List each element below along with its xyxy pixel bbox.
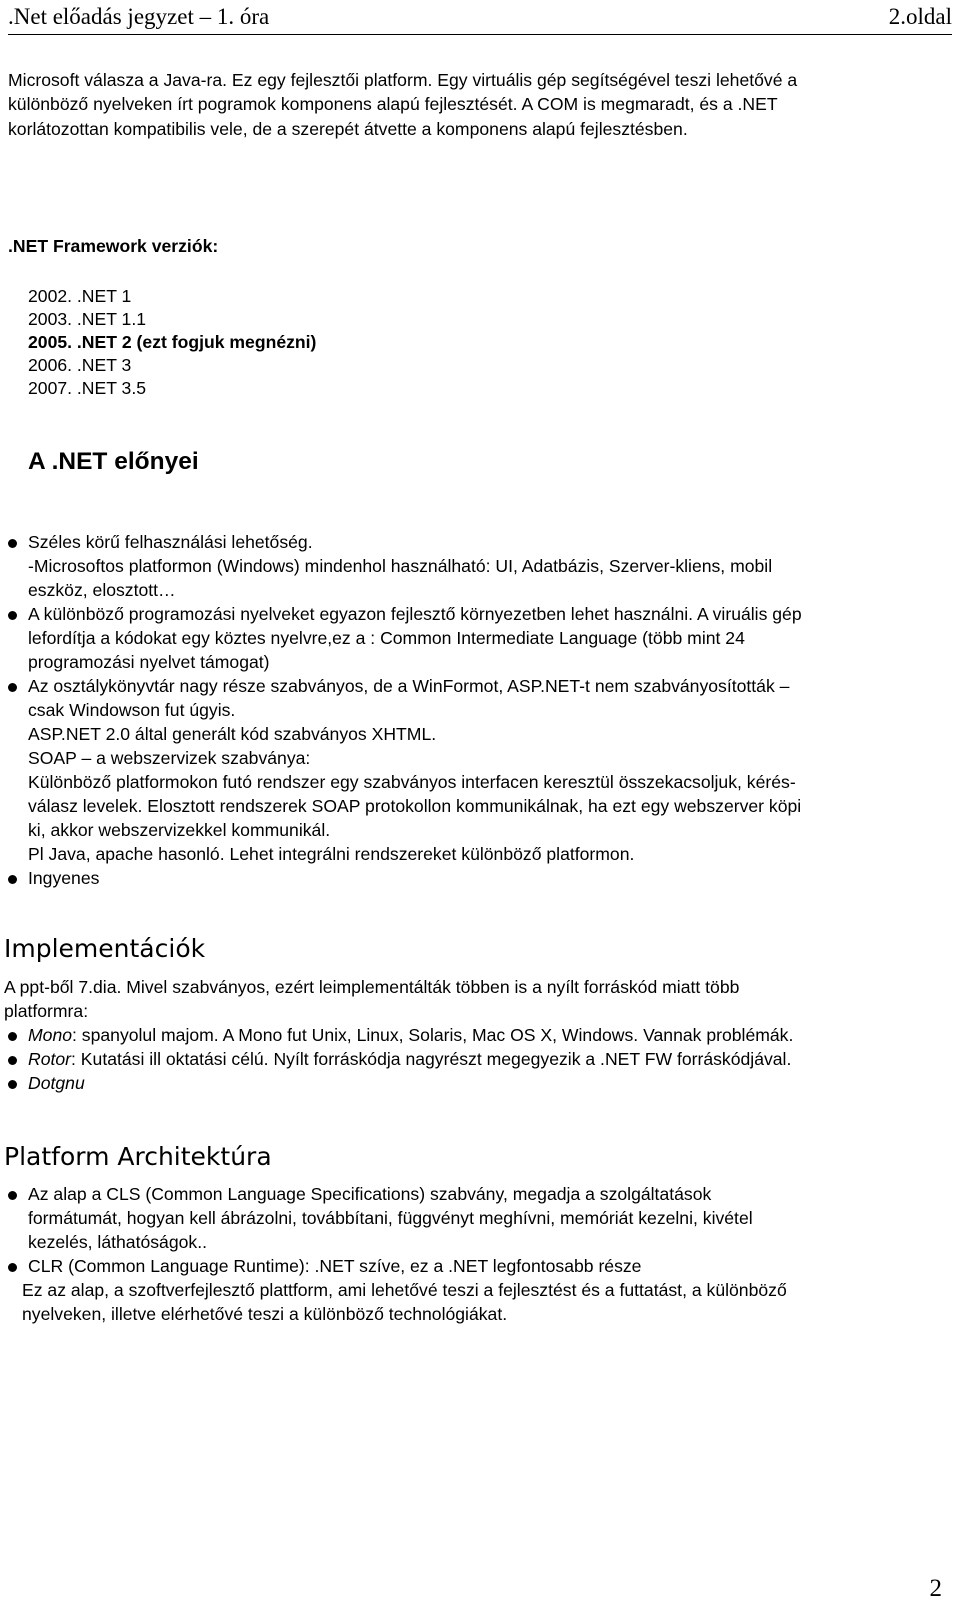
intro-line: Microsoft válasza a Java-ra. Ez egy fejlesztői platform. Egy virtuális gép segítségével teszi lehetővé a [8,70,798,90]
advantage-line: Széles körű felhasználási lehetőség. [28,532,313,552]
version-item: 2003. .NET 1.1 [28,309,147,329]
advantage-line: -Microsoftos platformon (Windows) mindenhol használható: UI, Adatbázis, Szerver-kliens, mobil [28,556,773,576]
implementations-intro: A ppt-ből 7.dia. Mivel szabványos, ezért leimplementálták többen is a nyílt forráskód miatt több [4,977,740,997]
advantage-line: eszköz, elosztott… [28,580,176,600]
versions-heading: .NET Framework verziók: [8,236,219,256]
bullet-icon [8,1080,17,1089]
advantage-line: lefordítja a kódokat egy köztes nyelvre,ez a : Common Intermediate Language (több mint 24 [28,628,745,648]
implementation-desc: : Kutatási ill oktatási célú. Nyílt forráskódja nagyrészt megegyezik a .NET FW forráskódjával. [71,1049,792,1069]
implementations-intro: platformra: [4,1001,89,1021]
advantage-line: SOAP – a webszervizek szabványa: [28,748,311,768]
architecture-line: nyelveken, illetve elérhetővé teszi a különböző technológiákat. [22,1304,508,1324]
page-number: 2 [929,1575,942,1602]
advantages-heading: A .NET előnyei [28,448,199,475]
advantage-line: Ingyenes [28,868,100,888]
advantage-line: Pl Java, apache hasonló. Lehet integrálni rendszereket különböző platformon. [28,844,635,864]
version-item: 2007. .NET 3.5 [28,378,147,398]
bullet-icon [8,611,17,620]
implementation-item [28,1071,85,1096]
implementation-desc: : spanyolul majom. A Mono fut Unix, Linux, Solaris, Mac OS X, Windows. Vannak problémák. [72,1025,794,1045]
architecture-line: formátumát, hogyan kell ábrázolni, továbbítani, függvényt meghívni, memóriát kezelni, kivétel [28,1208,753,1228]
advantage-line: Az osztálykönyvtár nagy része szabványos, de a WinFormot, ASP.NET-t nem szabványosították – [28,676,790,696]
version-item: 2006. .NET 3 [28,355,132,375]
header-page: 2.oldal [888,4,952,29]
architecture-heading: Platform Architektúra [4,1142,272,1171]
bullet-icon [8,539,17,548]
implementation-name: Dotgnu [28,1073,85,1093]
architecture-line: kezelés, láthatóságok.. [28,1232,207,1252]
implementation-item [28,1023,793,1048]
intro-line: különböző nyelveken írt pogramok komponens alapú fejlesztését. A COM is megmaradt, és a .NET [8,94,778,114]
advantage-line: ASP.NET 2.0 által generált kód szabványos XHTML. [28,724,437,744]
advantage-line: Különböző platformokon futó rendszer egy szabványos interfacen keresztül összekacsoljuk, kérés- [28,772,796,792]
bullet-icon [8,1032,17,1041]
version-item: 2002. .NET 1 [28,286,132,306]
advantage-line: válasz levelek. Elosztott rendszerek SOAP protokollon kommunikálnak, ha ezt egy webszerver köpi [28,796,802,816]
version-item-highlight: 2005. .NET 2 (ezt fogjuk megnézni) [28,332,317,352]
implementation-item [28,1047,791,1072]
architecture-line: Ez az alap, a szoftverfejlesztő plattform, ami lehetővé teszi a fejlesztést és a futtatást, a különböző [22,1280,787,1300]
implementation-name: Rotor [28,1049,72,1069]
bullet-icon [8,1191,17,1200]
architecture-line: CLR (Common Language Runtime): .NET szíve, ez a .NET legfontosabb része [28,1256,642,1276]
implementation-name: Mono [28,1025,73,1045]
bullet-icon [8,1056,17,1065]
bullet-icon [8,875,17,884]
advantage-line: csak Windowson fut úgyis. [28,700,236,720]
architecture-line: Az alap a CLS (Common Language Specifications) szabvány, megadja a szolgáltatások [28,1184,712,1204]
page-header [8,4,952,35]
advantage-line: programozási nyelvet támogat) [28,652,270,672]
bullet-icon [8,1263,17,1272]
header-title: .Net előadás jegyzet – 1. óra [8,4,270,29]
advantage-line: A különböző programozási nyelveket egyazon fejlesztő környezetben lehet használni. A viruális gép [28,604,802,624]
implementations-heading: Implementációk [4,934,206,963]
bullet-icon [8,683,17,692]
intro-line: korlátozottan kompatibilis vele, de a szerepét átvette a komponens alapú fejlesztésben. [8,119,688,139]
advantage-line: ki, akkor webszervizekkel kommunikál. [28,820,331,840]
